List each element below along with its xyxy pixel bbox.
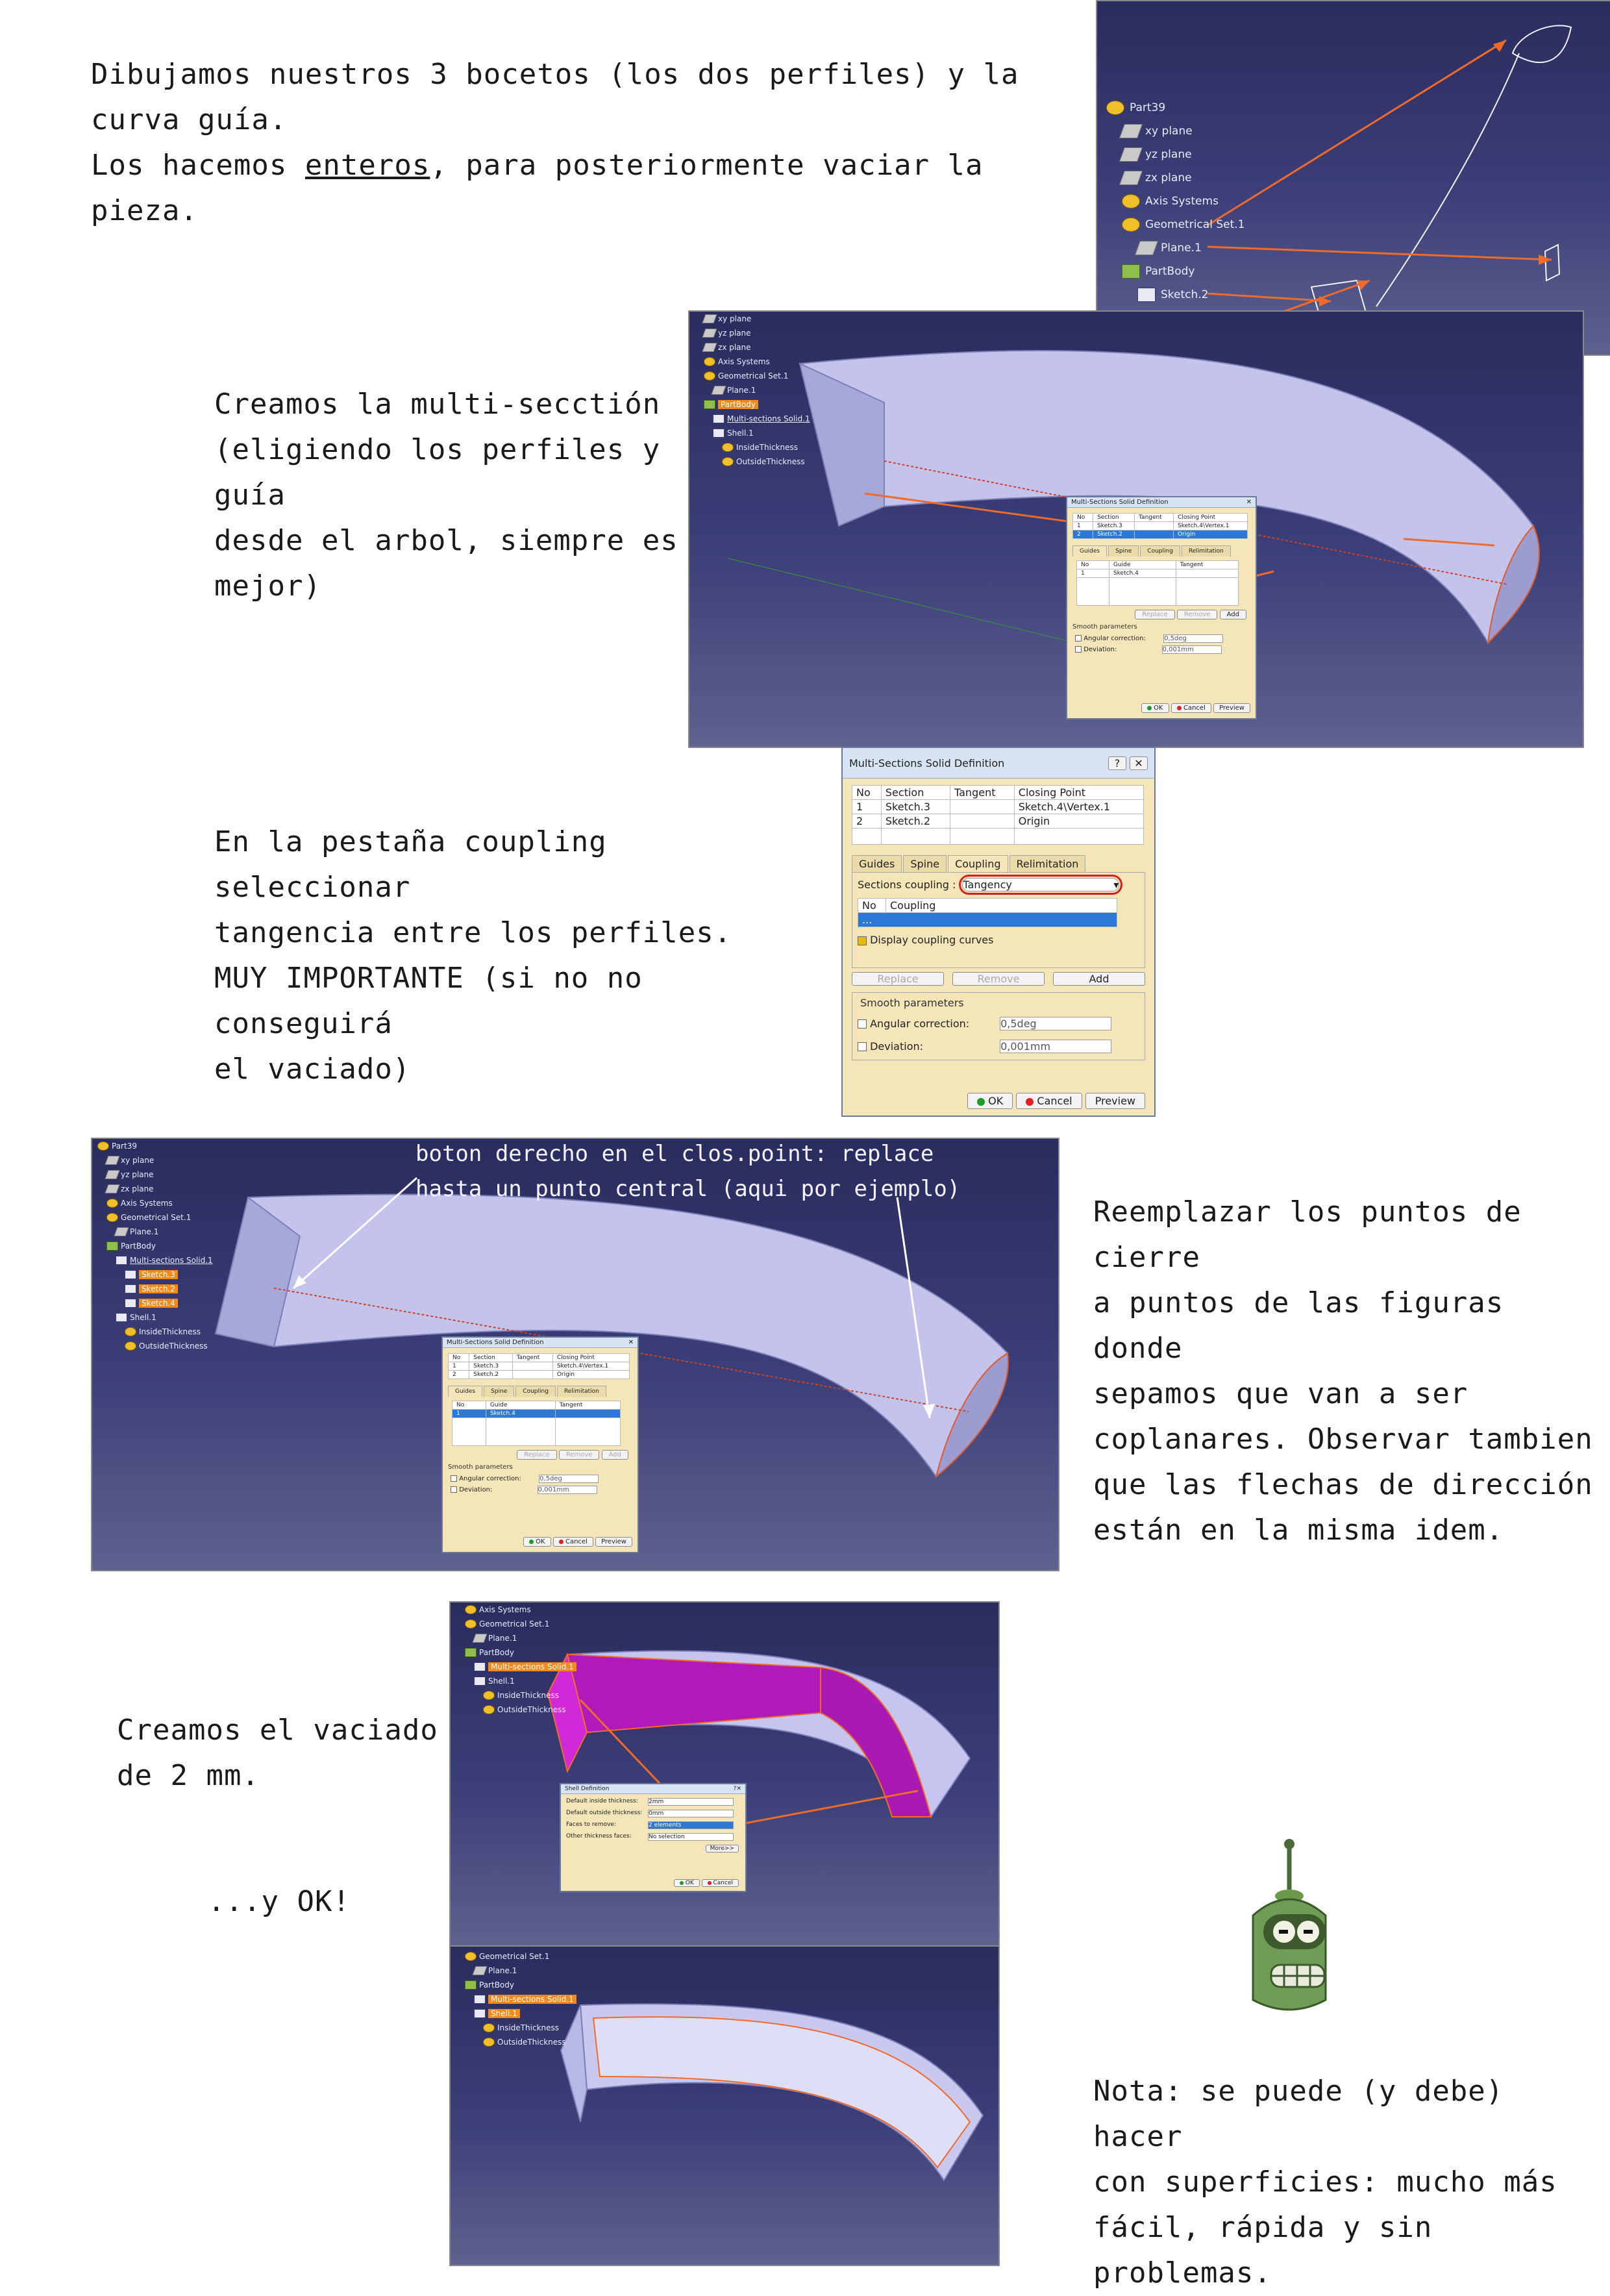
tab-spine[interactable]: Spine: [903, 855, 947, 872]
plane-icon: [702, 343, 717, 352]
tree-item-zx-plane[interactable]: zx plane: [695, 340, 810, 355]
table-row[interactable]: 1 Sketch.4: [1077, 569, 1239, 578]
plane-icon: [1119, 147, 1143, 162]
dialog-title: Multi-Sections Solid Definition ✕: [443, 1338, 638, 1348]
tree-item-sketch3[interactable]: Sketch.3: [97, 1267, 213, 1282]
table-row[interactable]: 1 Sketch.4: [452, 1410, 621, 1418]
multisection-icon: [116, 1256, 127, 1265]
cancel-button[interactable]: Cancel: [553, 1537, 593, 1547]
angular-row: Angular correction: 0,5deg: [858, 1017, 1139, 1030]
tab-spine[interactable]: Spine: [484, 1386, 514, 1397]
tree-item-shell[interactable]: Shell.1: [456, 2006, 576, 2021]
tree-item-sketch2[interactable]: Sketch.2: [1106, 283, 1245, 306]
step5-text: Creamos el vaciado de 2 mm.: [117, 1714, 438, 1792]
tree-item-part39[interactable]: Part39: [1106, 96, 1245, 119]
button-row: [1076, 610, 1246, 619]
deviation-row: Deviation: 0,001mm: [451, 1486, 630, 1494]
arrowhead: [1493, 40, 1506, 52]
profile-sketch3-end: [1513, 25, 1571, 62]
cancel-button[interactable]: Cancel: [1016, 1093, 1082, 1109]
tree-item-inside-thickness[interactable]: InsideThickness: [97, 1325, 213, 1339]
callout-text: boton derecho en el clos.point: replace hasta un punto central (aqui por ejemplo): [415, 1141, 961, 1202]
tab-bar: [852, 855, 1145, 872]
multisection-icon: [474, 1995, 486, 2004]
smooth-group: Smooth parameters Angular correction: 0,5deg Deviation: 0,001mm: [852, 992, 1145, 1060]
spec-tree: [456, 1949, 576, 2049]
tree-item-geometrical-set[interactable]: Geometrical Set.1: [456, 1949, 576, 1964]
tree-item-sketch4[interactable]: Sketch.4: [97, 1296, 213, 1310]
faces-to-remove-field[interactable]: 2 elements: [648, 1821, 734, 1829]
tree-item-inside-thickness[interactable]: InsideThickness: [695, 440, 810, 455]
body-icon: [106, 1242, 118, 1251]
tree-item-geometrical-set[interactable]: Geometrical Set.1: [97, 1210, 213, 1225]
cancel-button[interactable]: Cancel: [1171, 703, 1211, 713]
parameter-icon: [483, 1691, 495, 1700]
angular-row: Angular correction: 0,5deg: [451, 1475, 630, 1483]
sections-table: No Section Tangent Closing Point 1 Sketch.3 Sketch.4\Vertex.1 2 Sketch.2 Origin: [448, 1353, 630, 1379]
tab-coupling[interactable]: Coupling: [1140, 545, 1180, 556]
replace-button[interactable]: Replace: [1135, 610, 1175, 619]
intro-line-2: Los hacemos enteros, para posteriormente vaciar la pieza.: [91, 149, 984, 227]
spec-tree: [695, 312, 810, 469]
angular-field[interactable]: 0,5deg: [1163, 634, 1223, 643]
plane-icon: [105, 1184, 119, 1193]
remove-button[interactable]: Remove: [559, 1450, 600, 1460]
part-icon: [1106, 101, 1124, 115]
plane-1-symbol: [1545, 245, 1559, 281]
table-row[interactable]: 1 Sketch.3 Sketch.4\Vertex.1: [1073, 522, 1248, 530]
screenshot-shell: [449, 1601, 1000, 1948]
cancel-button[interactable]: Cancel: [702, 1879, 739, 1887]
display-curves-row: Display coupling curves: [858, 934, 1139, 946]
plane-icon: [114, 1227, 129, 1236]
tree-item-multisections[interactable]: Multi-sections Solid.1: [97, 1253, 213, 1267]
chevron-down-icon: ▾: [1113, 879, 1119, 891]
dialog-actions: [1141, 703, 1250, 713]
tree-item-partbody[interactable]: PartBody: [1106, 260, 1245, 283]
deviation-field[interactable]: 0,001mm: [1000, 1040, 1111, 1053]
display-curves-checkbox[interactable]: [858, 936, 867, 945]
body-icon: [465, 1648, 477, 1657]
tree-item-partbody[interactable]: PartBody: [695, 397, 810, 412]
step2-text: Creamos la multi-secctión (eligiendo los perfiles y guía desde el arbol, siempre es mejor): [214, 388, 678, 603]
ok-icon: [1147, 706, 1152, 710]
dialog-title: Multi-Sections Solid Definition ? ✕: [843, 748, 1154, 779]
sketch-icon: [125, 1284, 136, 1293]
deviation-field[interactable]: 0,001mm: [1162, 645, 1222, 654]
axis-icon: [704, 357, 715, 366]
coupling-table: No Coupling ...: [858, 898, 1117, 927]
tree-item-axis-systems[interactable]: Axis Systems: [456, 1603, 576, 1617]
cancel-icon: [708, 1881, 712, 1885]
tree-item-xy-plane[interactable]: xy plane: [695, 312, 810, 326]
angular-field[interactable]: 0,5deg: [539, 1475, 599, 1483]
smooth-group-label: Smooth parameters: [1072, 623, 1137, 630]
geometrical-set-icon: [465, 1619, 477, 1628]
more-button[interactable]: More>>: [706, 1845, 739, 1853]
plane-icon: [472, 1966, 487, 1975]
replace-button[interactable]: Replace: [852, 972, 944, 986]
underlined-word: enteros: [304, 149, 430, 182]
plane-icon: [1119, 171, 1143, 185]
dialog-actions: [523, 1537, 632, 1547]
tree-item-outside-thickness[interactable]: OutsideThickness: [97, 1339, 213, 1353]
title-buttons: [1108, 756, 1148, 770]
close-icon[interactable]: ✕: [628, 1339, 634, 1346]
preview-button[interactable]: Preview: [1085, 1093, 1145, 1109]
geometrical-set-icon: [704, 371, 715, 381]
more-row: [561, 1845, 739, 1853]
shell-icon: [474, 2009, 486, 2018]
screenshot-shell-result: [449, 1945, 1000, 2266]
table-row[interactable]: 2 Sketch.2 Origin: [852, 814, 1144, 829]
note-text: Nota: se puede (y debe) hacer con superficies: mucho más fácil, rápida y sin problemas.: [1093, 2075, 1557, 2290]
cancel-icon: [1177, 706, 1182, 710]
sections-table: No Section Tangent Closing Point 1 Sketch.3 Sketch.4\Vertex.1 2 Sketch.2 Origin: [1072, 513, 1248, 539]
cancel-icon: [559, 1540, 564, 1544]
tree-item-plane-1[interactable]: Plane.1: [456, 1631, 576, 1645]
tree-item-outside-thickness[interactable]: OutsideThickness: [695, 455, 810, 469]
deviation-row: Deviation: 0,001mm: [858, 1040, 1139, 1053]
arrow-sketch-to-plane: [1208, 247, 1552, 260]
multisection-dialog: [841, 747, 1156, 1117]
tree-item-partbody[interactable]: PartBody: [456, 1645, 576, 1660]
tree-item-plane-1[interactable]: Plane.1: [695, 383, 810, 397]
tree-item-partbody[interactable]: PartBody: [97, 1239, 213, 1253]
multisection-dialog-small: [1066, 496, 1257, 719]
coupling-row: Sections coupling : Tangency ▾: [858, 879, 1119, 891]
angular-row: Angular correction: 0,5deg: [1075, 634, 1248, 643]
parameter-icon: [125, 1341, 136, 1351]
tree-item-geometrical-set[interactable]: Geometrical Set.1: [456, 1617, 576, 1631]
deviation-field[interactable]: 0,001mm: [538, 1486, 597, 1494]
tree-item-xy-plane[interactable]: xy plane: [1106, 119, 1245, 143]
parameter-icon: [483, 2038, 495, 2047]
parameter-icon: [483, 1705, 495, 1714]
shell-icon: [474, 1677, 486, 1686]
tab-coupling[interactable]: Coupling: [515, 1386, 556, 1397]
tree-item-zx-plane[interactable]: zx plane: [97, 1182, 213, 1196]
tree-item-outside-thickness[interactable]: OutsideThickness: [456, 1703, 576, 1717]
replace-button[interactable]: Replace: [517, 1450, 557, 1460]
plane-icon: [105, 1156, 119, 1165]
tree-item-inside-thickness[interactable]: InsideThickness: [456, 1688, 576, 1703]
part-icon: [97, 1142, 109, 1151]
body-icon: [465, 1980, 477, 1990]
plane-icon: [105, 1170, 119, 1179]
tab-spine[interactable]: Spine: [1108, 545, 1139, 556]
spec-tree: [97, 1139, 213, 1353]
tree-item-partbody[interactable]: PartBody: [456, 1978, 576, 1992]
table-row[interactable]: 1 Sketch.3 Sketch.4\Vertex.1: [852, 800, 1144, 814]
tree-item-plane-1[interactable]: Plane.1: [1106, 236, 1245, 260]
robot-head-illustration: [1233, 1838, 1350, 2032]
shell-icon: [116, 1313, 127, 1322]
add-button[interactable]: Add: [1053, 972, 1145, 986]
screenshot-multisection: [688, 310, 1584, 748]
spec-tree: [456, 1603, 576, 1717]
tree-item-shell[interactable]: Shell.1: [456, 1674, 576, 1688]
shell-dialog: [560, 1783, 747, 1892]
body-icon: [704, 400, 715, 409]
step4-text: Reemplazar los puntos de cierre a puntos de las figuras donde sepamos que van a ser coplanares. Observar tambien que las flechas de dirección están en la misma idem.: [1093, 1195, 1593, 1547]
tree-item-xy-plane[interactable]: xy plane: [97, 1153, 213, 1167]
table-row[interactable]: 2 Sketch.2 Origin: [1073, 530, 1248, 539]
ok-button[interactable]: OK: [967, 1093, 1013, 1109]
multisection-icon: [474, 1662, 486, 1671]
geometrical-set-icon: [1122, 218, 1140, 232]
close-icon[interactable]: ✕: [1246, 499, 1252, 506]
ok-icon: [977, 1098, 985, 1106]
tree-item-axis-systems[interactable]: Axis Systems: [97, 1196, 213, 1210]
tree-item-sketch2[interactable]: Sketch.2: [97, 1282, 213, 1296]
tab-bar: [1072, 545, 1250, 556]
plane-icon: [1119, 124, 1143, 138]
parameter-icon: [125, 1327, 136, 1336]
sketch-icon: [125, 1270, 136, 1279]
parameter-icon: [722, 457, 734, 466]
tree-item-part39[interactable]: Part39: [97, 1139, 213, 1153]
close-icon[interactable]: ?✕: [733, 1786, 741, 1792]
ok-text: ...y OK!: [208, 1885, 351, 1918]
outside-thickness-row: Default outside thickness: 0mm: [566, 1810, 740, 1817]
sketch-icon: [1137, 288, 1156, 302]
faces-to-remove-row: Faces to remove: 2 elements: [566, 1821, 740, 1829]
add-button[interactable]: Add: [1220, 610, 1246, 619]
deviation-checkbox[interactable]: [1075, 646, 1082, 653]
ok-icon: [680, 1881, 684, 1885]
other-faces-field[interactable]: No selection: [648, 1833, 734, 1841]
tree-item-plane-1[interactable]: Plane.1: [97, 1225, 213, 1239]
other-faces-row: Other thickness faces: No selection: [566, 1833, 740, 1841]
plane-icon: [702, 314, 717, 323]
tree-item-multisections[interactable]: Multi-sections Solid.1: [456, 1992, 576, 2006]
tree-item-outside-thickness[interactable]: OutsideThickness: [456, 2035, 576, 2049]
tree-item-axis-systems[interactable]: Axis Systems: [1106, 190, 1245, 213]
intro-line-1: Dibujamos nuestros 3 bocetos (los dos perfiles) y la curva guía.: [91, 58, 1019, 136]
dialog-actions: [674, 1879, 739, 1887]
outside-thickness-field[interactable]: 0mm: [648, 1810, 734, 1817]
coupling-select[interactable]: Tangency ▾: [963, 879, 1119, 891]
sections-table: No Section Tangent Closing Point 1 Sketch.3 Sketch.4\Vertex.1 2 Sketch.2 Origin: [852, 785, 1144, 845]
tab-guides[interactable]: Guides: [852, 855, 902, 872]
ok-button[interactable]: OK: [1141, 703, 1169, 713]
add-button[interactable]: Add: [602, 1450, 628, 1460]
plane-icon: [472, 1634, 487, 1643]
axis-icon: [465, 1605, 477, 1614]
axis-icon: [1122, 194, 1140, 208]
guides-table: No Guide Tangent 1 Sketch.4: [452, 1401, 621, 1446]
cancel-icon: [1026, 1098, 1034, 1106]
body-icon: [1122, 264, 1140, 279]
tab-relimitation[interactable]: Relimitation: [1182, 545, 1231, 556]
angular-checkbox[interactable]: [858, 1019, 867, 1029]
smooth-group-label: Smooth parameters: [448, 1464, 513, 1471]
screenshot-sketches: [1096, 0, 1610, 356]
multisection-dialog-small: [441, 1336, 639, 1553]
close-button[interactable]: ✕: [1130, 756, 1148, 770]
tree-item-shell[interactable]: Shell.1: [97, 1310, 213, 1325]
geometrical-set-icon: [465, 1952, 477, 1961]
preview-button[interactable]: Preview: [595, 1537, 632, 1547]
inside-thickness-field[interactable]: 2mm: [648, 1798, 734, 1806]
tab-coupling[interactable]: Coupling: [948, 855, 1008, 872]
tree-item-shell[interactable]: Shell.1: [695, 426, 810, 440]
angular-checkbox[interactable]: [451, 1475, 457, 1482]
remove-button[interactable]: Remove: [952, 972, 1045, 986]
tree-item-geometrical-set[interactable]: Geometrical Set.1: [695, 369, 810, 383]
button-row: [452, 1450, 628, 1460]
tree-item-yz-plane[interactable]: yz plane: [97, 1167, 213, 1182]
plane-icon: [1135, 241, 1158, 255]
multisection-icon: [713, 414, 724, 423]
ok-button[interactable]: OK: [674, 1879, 700, 1887]
tree-item-multisections[interactable]: Multi-sections Solid.1: [456, 1660, 576, 1674]
dialog-title: Multi-Sections Solid Definition ✕: [1067, 497, 1256, 508]
help-button[interactable]: ?: [1108, 756, 1126, 770]
ok-button[interactable]: OK: [523, 1537, 551, 1547]
step3-text: En la pestaña coupling seleccionar tangencia entre los perfiles. MUY IMPORTANTE (si no no conseguirá el vaciado): [214, 825, 732, 1086]
tab-guides[interactable]: Guides: [1072, 545, 1107, 556]
screenshot-closing-points: [91, 1138, 1059, 1571]
shell-icon: [713, 429, 724, 438]
tree-item-axis-systems[interactable]: Axis Systems: [695, 355, 810, 369]
tree-item-plane-1[interactable]: Plane.1: [456, 1964, 576, 1978]
dialog-title: Shell Definition ?✕: [561, 1784, 745, 1794]
angular-field[interactable]: 0,5deg: [1000, 1017, 1111, 1030]
preview-button[interactable]: Preview: [1213, 703, 1250, 713]
tab-relimitation[interactable]: Relimitation: [1009, 855, 1086, 872]
deviation-row: Deviation: 0,001mm: [1075, 645, 1248, 654]
tab-relimitation[interactable]: Relimitation: [557, 1386, 606, 1397]
table-row[interactable]: 2 Sketch.2 Origin: [449, 1371, 630, 1379]
dialog-actions: [967, 1093, 1145, 1109]
parameter-icon: [722, 443, 734, 452]
tree-item-multisections[interactable]: Multi-sections Solid.1: [695, 412, 810, 426]
coupling-panel: [852, 872, 1145, 968]
arrow-plane-to-curve: [1208, 40, 1506, 225]
sketch-icon: [125, 1299, 136, 1308]
tree-item-yz-plane[interactable]: yz plane: [1106, 143, 1245, 166]
guides-table: No Guide Tangent 1 Sketch.4: [1076, 560, 1239, 606]
tree-item-yz-plane[interactable]: yz plane: [695, 326, 810, 340]
axis-icon: [106, 1199, 118, 1208]
tab-guides[interactable]: Guides: [448, 1386, 482, 1397]
geometrical-set-icon: [106, 1213, 118, 1222]
button-row: [852, 972, 1145, 986]
inside-thickness-row: Default inside thickness: 2mm: [566, 1798, 740, 1806]
parameter-icon: [483, 2023, 495, 2032]
tab-bar: [448, 1386, 632, 1397]
remove-button[interactable]: Remove: [1177, 610, 1218, 619]
deviation-checkbox[interactable]: [451, 1486, 457, 1493]
tree-item-zx-plane[interactable]: zx plane: [1106, 166, 1245, 190]
deviation-checkbox[interactable]: [858, 1042, 867, 1051]
table-row[interactable]: 1 Sketch.3 Sketch.4\Vertex.1: [449, 1362, 630, 1371]
tree-item-inside-thickness[interactable]: InsideThickness: [456, 2021, 576, 2035]
plane-icon: [711, 386, 726, 395]
plane-icon: [702, 329, 717, 338]
ok-icon: [529, 1540, 534, 1544]
intro-text: [91, 52, 1091, 234]
table-row[interactable]: ...: [858, 913, 1117, 927]
guide-curve-sketch4: [1376, 53, 1519, 306]
tree-item-geometrical-set[interactable]: Geometrical Set.1: [1106, 213, 1245, 236]
angular-checkbox[interactable]: [1075, 635, 1082, 642]
